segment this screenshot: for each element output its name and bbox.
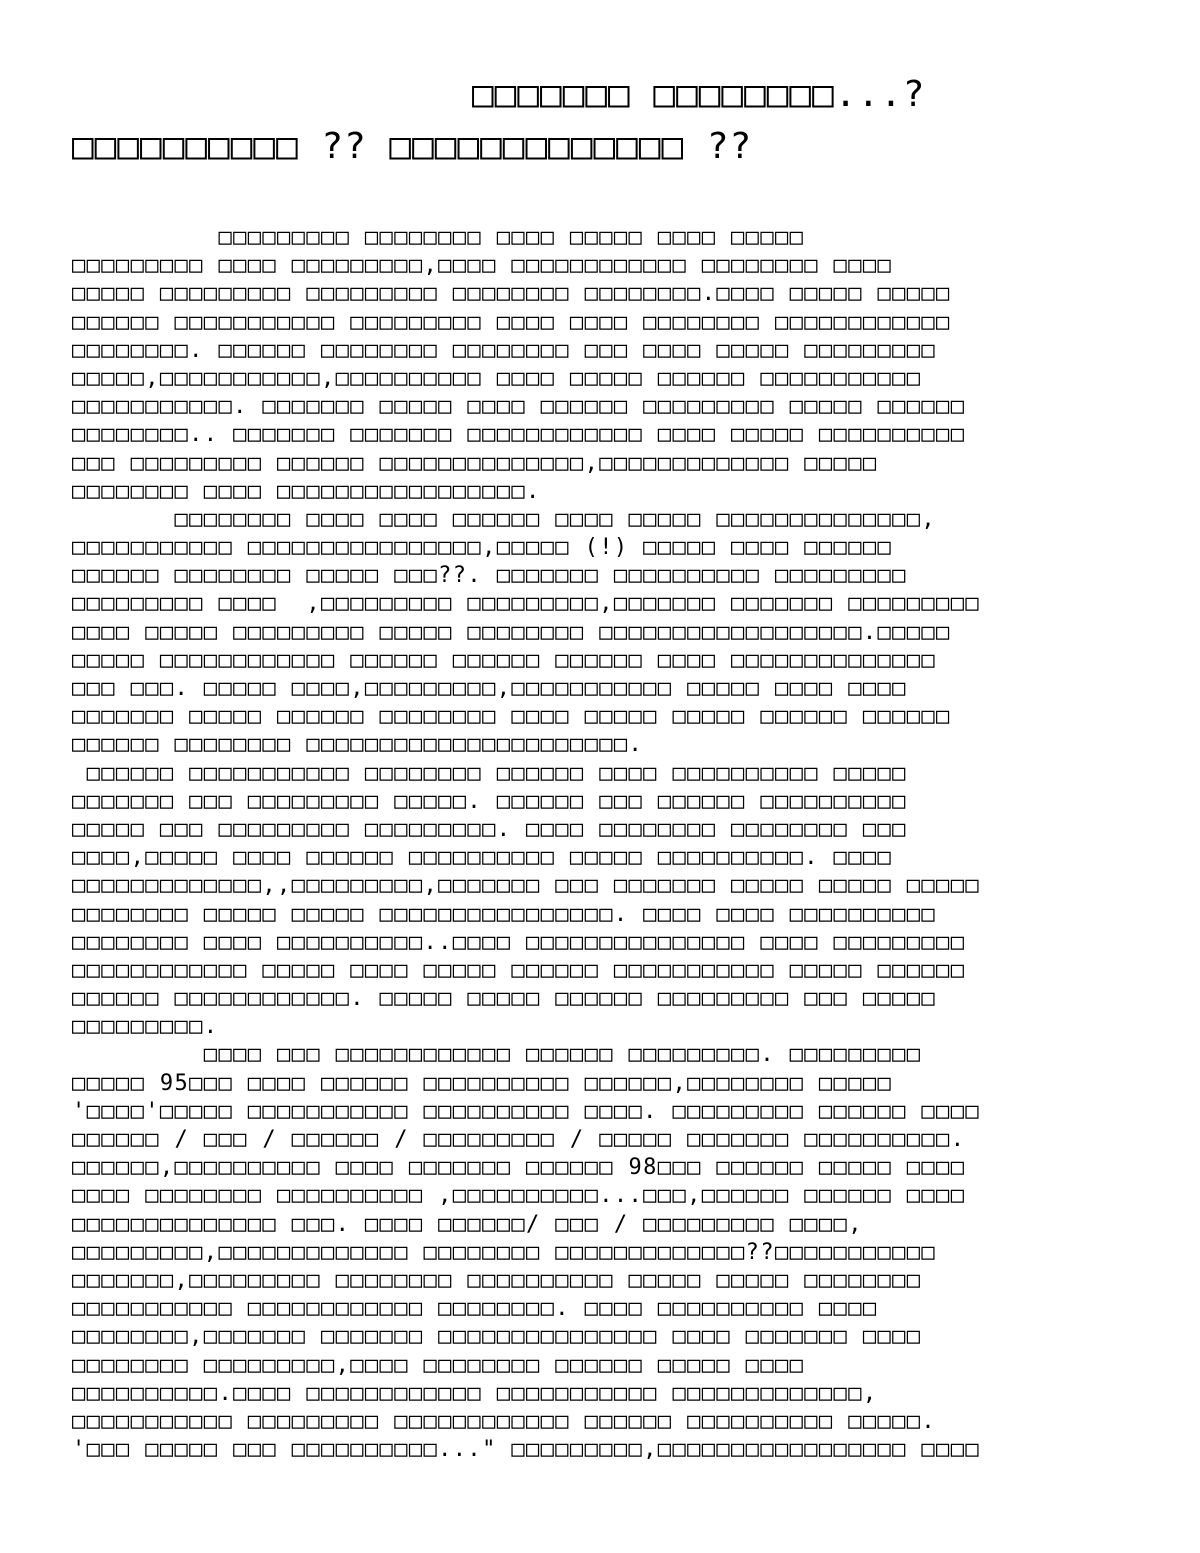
body-line: □□□□□□□□□□□□□,,□□□□□□□□□,□□□□□□□ □□□ □□□□□□□ □□□□□ □□□□□ □□□□□ bbox=[72, 873, 980, 899]
body-line: □□□□□□□□□□□ □□□□□□□□□□□□□□□□,□□□□□ (!) □□□□□ □□□□ □□□□□□ bbox=[72, 535, 893, 561]
body-line: □□□□□□□□□ □□□□ ,□□□□□□□□□ □□□□□□□□□,□□□□□□□ □□□□□□□ □□□□□□□□□ bbox=[72, 591, 980, 617]
body-line: □□□ □□□□□□□□□ □□□□□□ □□□□□□□□□□□□□□,□□□□□□□□□□□□□ □□□□□ bbox=[72, 450, 878, 476]
body-text bbox=[72, 224, 1132, 1464]
body-line: □□□□□□ □□□□□□□□□□□ □□□□□□□□ □□□□□□ □□□□ □□□□□□□□□□ □□□□□ bbox=[72, 760, 907, 786]
body-line: □□□□□□□□□□.□□□□ □□□□□□□□□□□□ □□□□□□□□□□□ □□□□□□□□□□□□□, bbox=[72, 1380, 878, 1406]
body-line: □□□□□ 95□□□ □□□□ □□□□□□ □□□□□□□□□□ □□□□□□,□□□□□□□□ □□□□□ bbox=[72, 1070, 893, 1096]
body-line: □□□□□□□□□□□ □□□□□□□□□ □□□□□□□□□□□□ □□□□□□ □□□□□□□□□□ □□□□□. bbox=[72, 1408, 937, 1434]
body-line: □□□□ □□□□□ □□□□□□□□□ □□□□□ □□□□□□□□ □□□□□□□□□□□□□□□□□□.□□□□□ bbox=[72, 619, 951, 645]
body-line: □□□□□,□□□□□□□□□□□,□□□□□□□□□□ □□□□ □□□□□ □□□□□□ □□□□□□□□□□□ bbox=[72, 365, 922, 391]
body-line: □□□□□□□□ □□□□ □□□□□□□□□□□□□□□□□. bbox=[72, 478, 541, 504]
body-line: □□□□□□ □□□□□□□□ □□□□□□□□□□□□□□□□□□□□□□. bbox=[72, 732, 644, 758]
body-line: □□□□□□ □□□□□□□□□□□ □□□□□□□□□ □□□□ □□□□ □□□□□□□□ □□□□□□□□□□□□ bbox=[72, 309, 951, 335]
body-line: □□□□□□□□ □□□□□□□□□,□□□□ □□□□□□□□ □□□□□□ □□□□□ □□□□ bbox=[72, 1352, 805, 1378]
body-line: □□□□□□ / □□□ / □□□□□□ / □□□□□□□□□ / □□□□□ □□□□□□□ □□□□□□□□□□. bbox=[72, 1127, 966, 1152]
body-line: □□□□□□□□□□□. □□□□□□□ □□□□□ □□□□ □□□□□□ □□□□□□□□□ □□□□□ □□□□□□ bbox=[72, 394, 966, 420]
body-line: □□□□ □□□ □□□□□□□□□□□□ □□□□□□ □□□□□□□□□. □□□□□□□□□ bbox=[72, 1042, 922, 1068]
body-line: □□□□□□□□ □□□□ □□□□□□□□□□..□□□□ □□□□□□□□□□□□□□□ □□□□ □□□□□□□□□ bbox=[72, 929, 966, 955]
body-line: □□□□□□□□,□□□□□□□ □□□□□□□ □□□□□□□□□□□□□□□ □□□□ □□□□□□□ □□□□ bbox=[72, 1324, 922, 1350]
body-line: □□□□□□□□□□□ □□□□□□□□□□□□ □□□□□□□□. □□□□ □□□□□□□□□□ □□□□ bbox=[72, 1296, 878, 1322]
body-line: □□□□□□□□ □□□□□ □□□□□ □□□□□□□□□□□□□□□□. □□□□ □□□□ □□□□□□□□□□ bbox=[72, 901, 937, 927]
body-line: □□□□,□□□□□ □□□□ □□□□□□ □□□□□□□□□□ □□□□□ □□□□□□□□□□. □□□□ bbox=[72, 845, 893, 871]
body-line: □□□□ □□□□□□□□ □□□□□□□□□□ ,□□□□□□□□□□...□□□,□□□□□□ □□□□□□ □□□□ bbox=[72, 1183, 966, 1209]
body-line: □□□□□□□□. □□□□□□ □□□□□□□□ □□□□□□□□ □□□ □□□□ □□□□□ □□□□□□□□□ bbox=[72, 337, 937, 363]
body-line: □□□□□□□,□□□□□□□□□ □□□□□□□□ □□□□□□□□□□ □□□□□ □□□□□ □□□□□□□□ bbox=[72, 1267, 922, 1293]
body-line: □□□□□□□□ □□□□ □□□□ □□□□□□ □□□□ □□□□□ □□□□□□□□□□□□□□, bbox=[72, 506, 937, 532]
body-line: □□□ □□□. □□□□□ □□□□,□□□□□□□□□,□□□□□□□□□□□ □□□□□ □□□□ □□□□ bbox=[72, 676, 907, 701]
body-line: □□□□□□□ □□□ □□□□□□□□□ □□□□□. □□□□□□ □□□ □□□□□□ □□□□□□□□□□ bbox=[72, 788, 907, 814]
body-line: □□□□□□ □□□□□□□□ □□□□□ □□□??. □□□□□□□ □□□□□□□□□□ □□□□□□□□□ bbox=[72, 563, 907, 589]
body-line: □□□□□□□□.. □□□□□□□ □□□□□□□ □□□□□□□□□□□□ □□□□ □□□□□ □□□□□□□□□□ bbox=[72, 422, 966, 448]
title-line-1: □□□□□□□ □□□□□□□□...? bbox=[472, 74, 926, 115]
body-line: □□□□□□,□□□□□□□□□□ □□□□ □□□□□□□ □□□□□□ 98□□□ □□□□□□ □□□□□ □□□□ bbox=[72, 1155, 966, 1181]
body-line: □□□□□□□ □□□□□ □□□□□□ □□□□□□□□ □□□□ □□□□□ □□□□□ □□□□□□ □□□□□□ bbox=[72, 704, 951, 730]
body-line: □□□□□□□□□,□□□□□□□□□□□□□ □□□□□□□□ □□□□□□□□□□□□□??□□□□□□□□□□□ bbox=[72, 1239, 937, 1265]
body-line: □□□□□□□□□□□□□□ □□□. □□□□ □□□□□□/ □□□ / □□□□□□□□□ □□□□, bbox=[72, 1211, 863, 1237]
body-line: □□□□□ □□□□□□□□□□□□ □□□□□□ □□□□□□ □□□□□□ □□□□ □□□□□□□□□□□□□□ bbox=[72, 647, 937, 673]
body-line: □□□□□□□□□ □□□□□□□□ □□□□ □□□□□ □□□□ □□□□□ bbox=[72, 225, 805, 250]
body-line: □□□□□□□□□. bbox=[72, 1014, 219, 1040]
body-line: □□□□□ □□□□□□□□□ □□□□□□□□□ □□□□□□□□ □□□□□□□□.□□□□ □□□□□ □□□□□ bbox=[72, 281, 951, 307]
body-line: '□□□ □□□□□ □□□ □□□□□□□□□□..." □□□□□□□□□,□□□□□□□□□□□□□□□□□ □□□□ bbox=[72, 1437, 980, 1463]
body-line: □□□□□□□□□□□□ □□□□□ □□□□ □□□□□ □□□□□□ □□□□□□□□□□□ □□□□□ □□□□□□ bbox=[72, 957, 966, 983]
body-line: □□□□□□ □□□□□□□□□□□□. □□□□□ □□□□□ □□□□□□ □□□□□□□□□ □□□ □□□□□ bbox=[72, 986, 937, 1012]
body-line: □□□□□□□□□ □□□□ □□□□□□□□□,□□□□ □□□□□□□□□□□□ □□□□□□□□ □□□□ bbox=[72, 253, 893, 279]
body-line: □□□□□ □□□ □□□□□□□□□ □□□□□□□□□. □□□□ □□□□□□□□ □□□□□□□□ □□□ bbox=[72, 816, 907, 842]
body-line: '□□□□'□□□□□ □□□□□□□□□□□ □□□□□□□□□□ □□□□. □□□□□□□□□ □□□□□□ □□□□ bbox=[72, 1098, 980, 1124]
title-line-2: □□□□□□□□□□ ?? □□□□□□□□□□□□□ ?? bbox=[72, 126, 753, 167]
